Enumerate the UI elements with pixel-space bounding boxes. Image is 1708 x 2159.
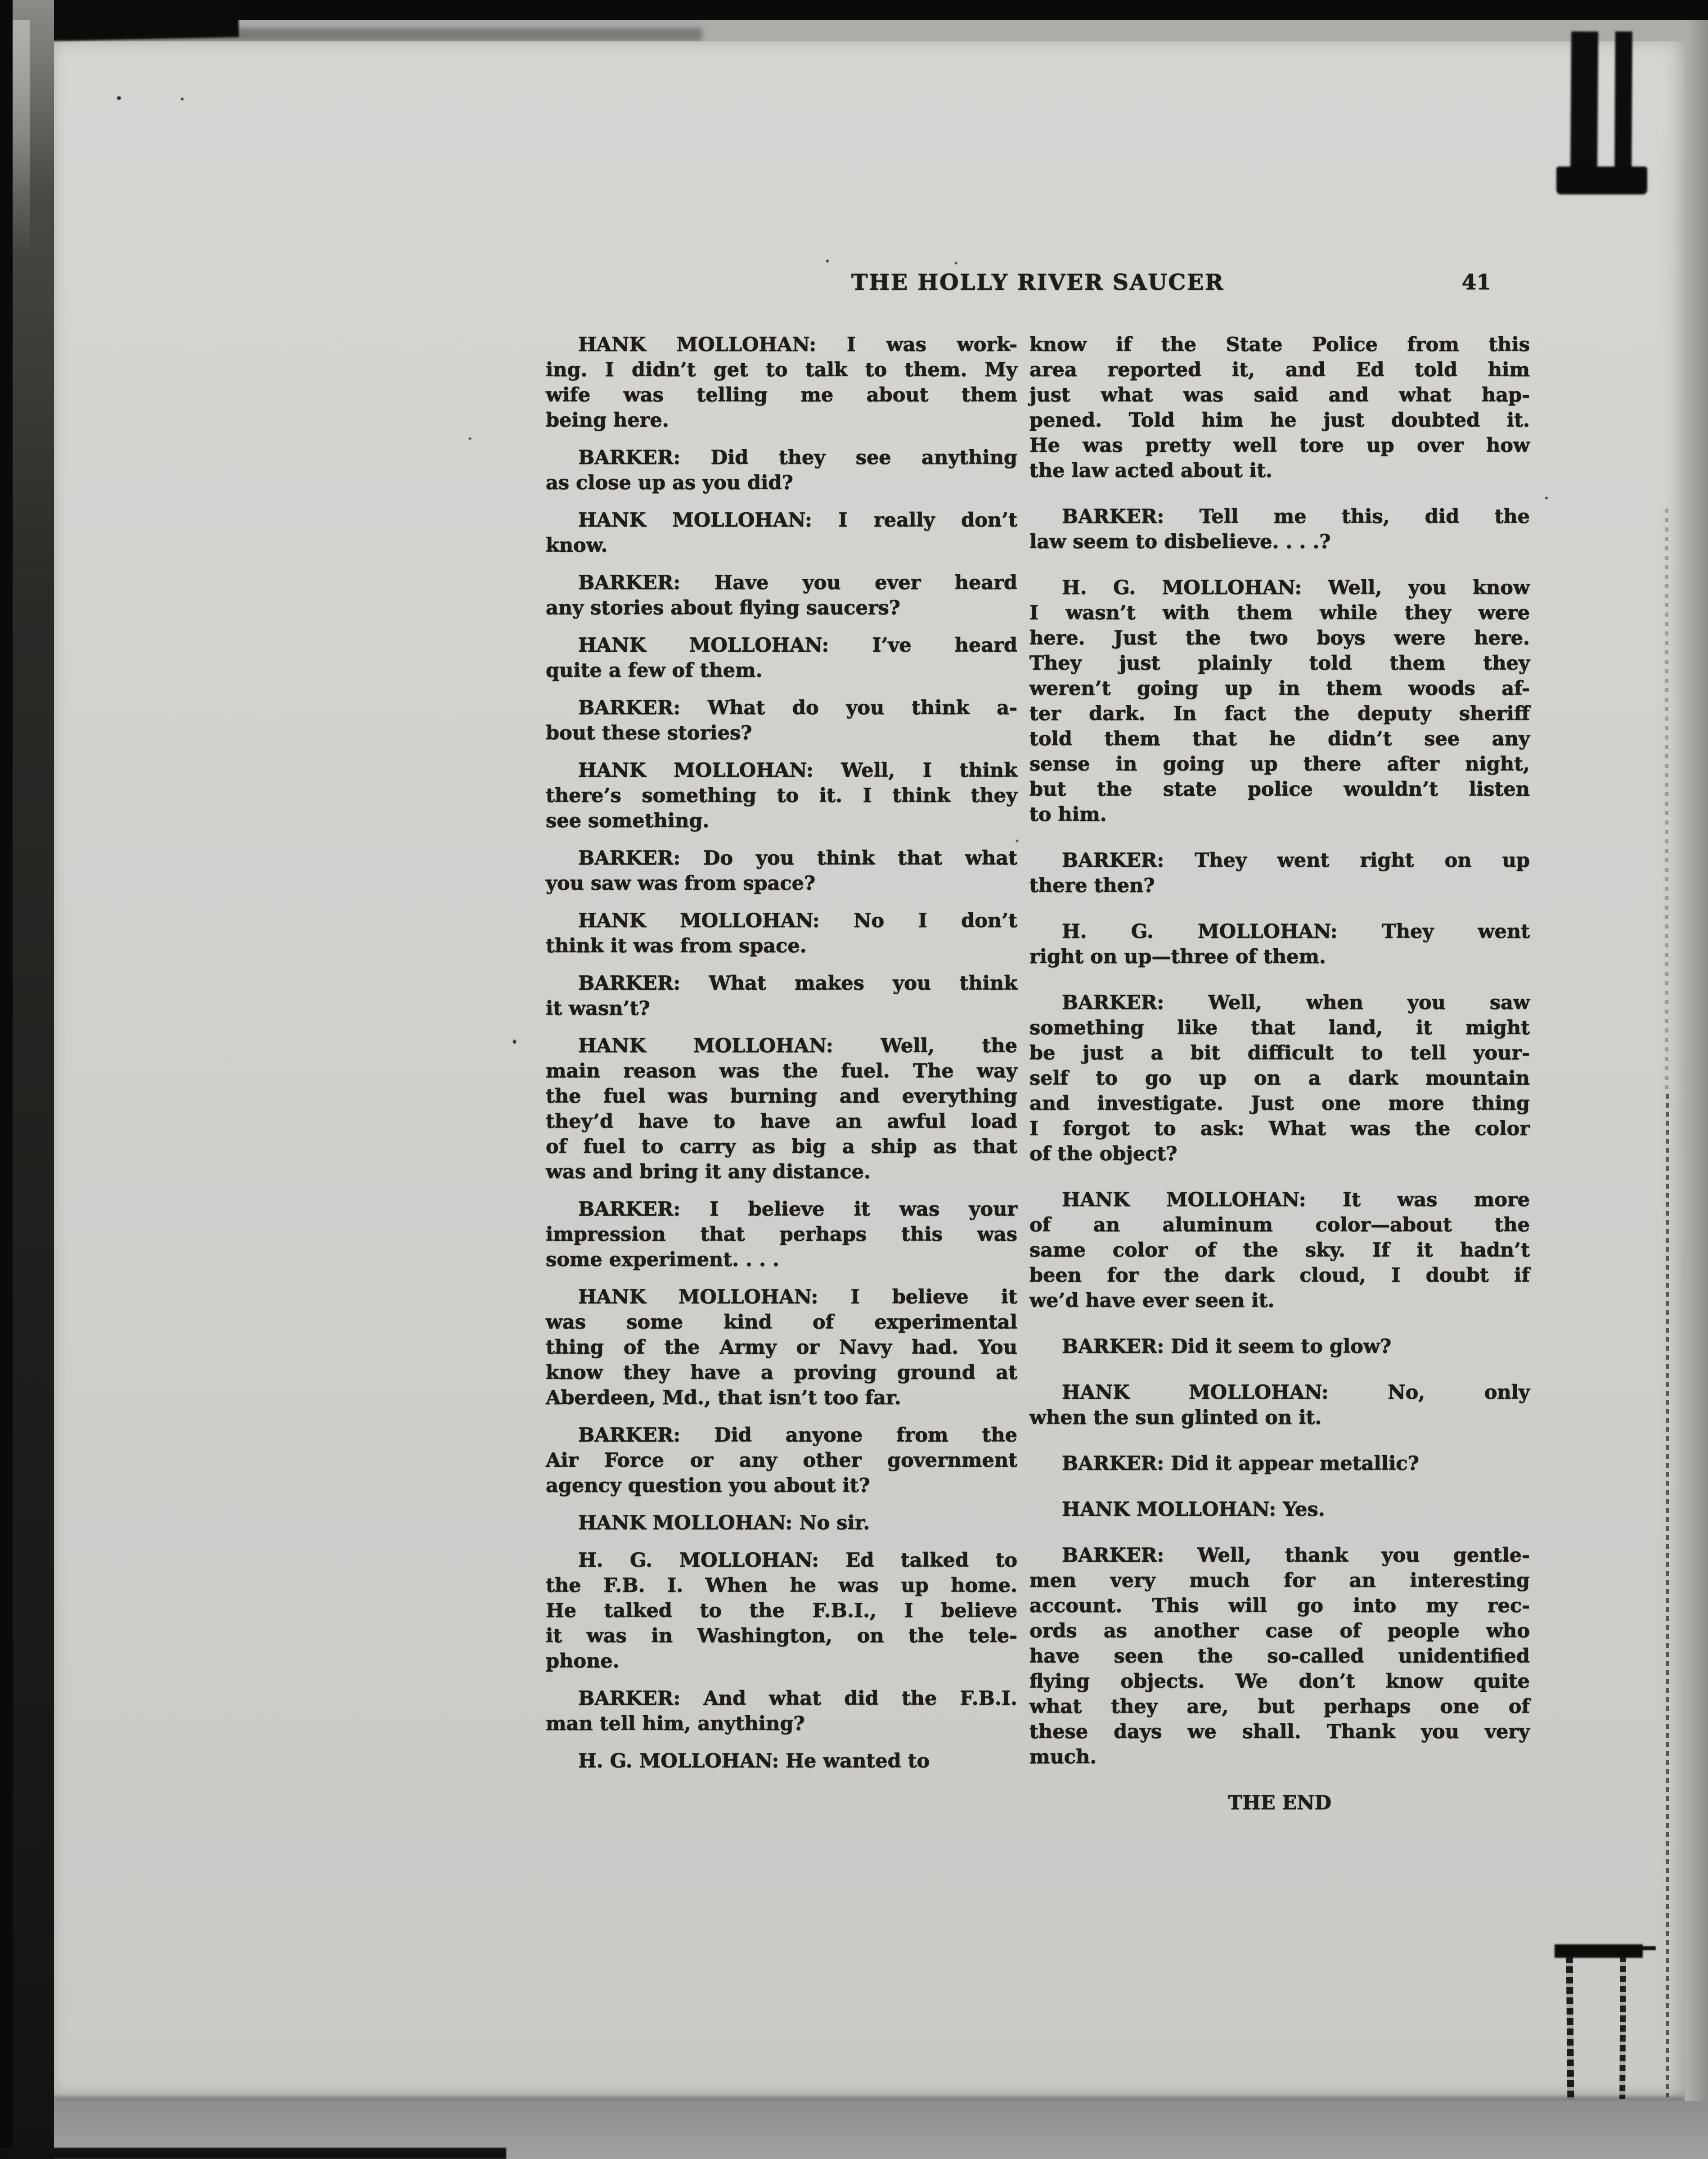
dust-speck bbox=[181, 98, 184, 100]
registration-dotted-line bbox=[1619, 1956, 1626, 2099]
text-line: They just plainly told them they bbox=[1029, 652, 1530, 675]
text-line: HANK MOLLOHAN: I’ve heard bbox=[578, 634, 1017, 657]
film-edge-left-shadow bbox=[13, 0, 54, 2159]
text-line: wife was telling me about them bbox=[546, 384, 1017, 406]
text-line: law seem to disbelieve. . . .? bbox=[1029, 531, 1331, 553]
text-line: HANK MOLLOHAN: It was more bbox=[1062, 1189, 1530, 1211]
registration-bar bbox=[1614, 32, 1632, 182]
page-header bbox=[546, 269, 1530, 301]
text-line: thing of the Army or Navy had. You bbox=[546, 1336, 1017, 1359]
text-line: THE END bbox=[1228, 1792, 1331, 1814]
text-line: it was in Washington, on the tele- bbox=[546, 1625, 1017, 1647]
page-edge-dotted-line bbox=[1665, 509, 1668, 1094]
text-line: BARKER: Did it appear metallic? bbox=[1062, 1452, 1419, 1475]
text-line: BARKER: Did anyone from the bbox=[578, 1424, 1017, 1447]
paragraph bbox=[546, 1749, 1017, 1774]
registration-dotted-line bbox=[1566, 1956, 1574, 2099]
text-line: HANK MOLLOHAN: I was work- bbox=[578, 334, 1017, 356]
film-edge-left-highlight bbox=[13, 20, 30, 254]
paragraph bbox=[1029, 848, 1530, 898]
text-line: self to go up on a dark mountain bbox=[1029, 1067, 1530, 1090]
dust-speck bbox=[1545, 497, 1548, 499]
text-column-left bbox=[546, 332, 1017, 1786]
end-mark bbox=[1029, 1790, 1530, 1816]
paragraph bbox=[1029, 1334, 1530, 1359]
registration-mark-top-right bbox=[1555, 32, 1651, 196]
text-line: men very much for an interesting bbox=[1029, 1569, 1530, 1592]
text-line: weren’t going up in them woods af- bbox=[1029, 677, 1530, 700]
text-column-right bbox=[1029, 332, 1530, 1836]
paragraph bbox=[1029, 1380, 1530, 1430]
text-line: of the object? bbox=[1029, 1143, 1178, 1165]
registration-bar-base bbox=[1556, 167, 1647, 194]
film-edge-left bbox=[0, 0, 13, 2159]
text-line: BARKER: Well, thank you gentle- bbox=[1062, 1544, 1530, 1567]
paragraph bbox=[546, 758, 1017, 834]
paragraph bbox=[1029, 990, 1530, 1167]
film-edge-top bbox=[0, 0, 1708, 20]
text-line: think it was from space. bbox=[546, 935, 807, 957]
text-line: here. Just the two boys were here. bbox=[1029, 627, 1530, 649]
text-line: BARKER: What do you think a- bbox=[578, 697, 1017, 719]
scan-backing-right bbox=[1685, 0, 1708, 2159]
text-line: He was pretty well tore up over how bbox=[1029, 434, 1530, 457]
dust-speck bbox=[826, 260, 829, 262]
text-line: been for the dark cloud, I doubt if bbox=[1029, 1264, 1530, 1287]
text-line: but the state police wouldn’t listen bbox=[1029, 778, 1530, 801]
text-line: know they have a proving ground at bbox=[546, 1361, 1017, 1384]
text-line: as close up as you did? bbox=[546, 472, 793, 494]
text-line: to him. bbox=[1029, 803, 1107, 826]
paragraph bbox=[546, 1033, 1017, 1185]
text-line: sense in going up there after night, bbox=[1029, 753, 1530, 775]
text-line: ords as another case of people who bbox=[1029, 1620, 1530, 1642]
text-line: BARKER: Did it seem to glow? bbox=[1062, 1335, 1392, 1358]
text-line: impression that perhaps this was bbox=[546, 1223, 1017, 1246]
text-line: the law acted about it. bbox=[1029, 460, 1272, 482]
text-line: know. bbox=[546, 534, 608, 557]
registration-mark-bottom-right bbox=[1552, 1944, 1656, 2101]
text-line: and investigate. Just one more thing bbox=[1029, 1092, 1530, 1115]
text-line: the F.B. I. When he was up home. bbox=[546, 1574, 1017, 1597]
dust-speck bbox=[117, 96, 121, 100]
text-line: right on up—three of them. bbox=[1029, 946, 1326, 968]
text-line: BARKER: Tell me this, did the bbox=[1062, 505, 1530, 528]
text-line: I forgot to ask: What was the color bbox=[1029, 1118, 1530, 1140]
paragraph bbox=[546, 445, 1017, 496]
paragraph bbox=[546, 332, 1017, 433]
text-line: any stories about flying saucers? bbox=[546, 597, 900, 619]
text-line: HANK MOLLOHAN: I believe it bbox=[578, 1286, 1017, 1308]
dust-speck bbox=[513, 1040, 516, 1044]
text-line: account. This will go into my rec- bbox=[1029, 1595, 1530, 1617]
text-line: BARKER: Have you ever heard bbox=[578, 572, 1017, 594]
text-line: H. G. MOLLOHAN: They went bbox=[1062, 920, 1530, 943]
text-line: man tell him, anything? bbox=[546, 1713, 805, 1735]
text-line: when the sun glinted on it. bbox=[1029, 1406, 1322, 1429]
paragraph bbox=[546, 633, 1017, 683]
paragraph bbox=[1029, 504, 1530, 554]
text-line: they’d have to have an awful load bbox=[546, 1110, 1017, 1133]
text-line: what they are, but perhaps one of bbox=[1029, 1695, 1530, 1718]
paragraph bbox=[546, 695, 1017, 746]
paragraph bbox=[546, 1197, 1017, 1272]
text-line: H. G. MOLLOHAN: Well, you know bbox=[1062, 577, 1530, 599]
text-line: something like that land, it might bbox=[1029, 1017, 1530, 1039]
dust-speck bbox=[469, 437, 471, 440]
text-line: quite a few of them. bbox=[546, 659, 763, 682]
paragraph bbox=[546, 1686, 1017, 1736]
paragraph bbox=[546, 908, 1017, 959]
text-line: HANK MOLLOHAN: No I don’t bbox=[578, 910, 1017, 932]
text-line: pened. Told him he just doubted it. bbox=[1029, 409, 1530, 432]
text-line: HANK MOLLOHAN: No sir. bbox=[578, 1512, 870, 1534]
paragraph bbox=[546, 1285, 1017, 1411]
page-number: 41 bbox=[1461, 270, 1491, 295]
paragraph bbox=[546, 570, 1017, 621]
text-line: HANK MOLLOHAN: I really don’t bbox=[578, 509, 1017, 532]
text-line: know if the State Police from this bbox=[1029, 334, 1530, 356]
paragraph bbox=[1029, 1497, 1530, 1522]
text-line: Air Force or any other government bbox=[546, 1449, 1017, 1472]
text-line: Aberdeen, Md., that isn’t too far. bbox=[546, 1387, 901, 1409]
text-line: there then? bbox=[1029, 874, 1155, 897]
text-line: same color of the sky. If it hadn’t bbox=[1029, 1239, 1530, 1262]
film-edge-bottom-left bbox=[0, 2148, 506, 2159]
text-line: being here. bbox=[546, 409, 669, 432]
text-line: BARKER: Did they see anything bbox=[578, 446, 1017, 469]
text-line: see something. bbox=[546, 810, 710, 832]
text-line: there’s something to it. I think they bbox=[546, 784, 1017, 807]
text-line: bout these stories? bbox=[546, 722, 752, 744]
text-line: H. G. MOLLOHAN: Ed talked to bbox=[578, 1549, 1017, 1572]
dust-speck bbox=[955, 262, 957, 264]
paragraph bbox=[546, 1548, 1017, 1674]
text-line: BARKER: Do you think that what bbox=[578, 847, 1017, 870]
paragraph bbox=[546, 1423, 1017, 1498]
paragraph bbox=[1029, 575, 1530, 827]
registration-bar-tick bbox=[1641, 1946, 1656, 1950]
text-line: HANK MOLLOHAN: Yes. bbox=[1062, 1498, 1325, 1521]
text-line: told them that he didn’t see any bbox=[1029, 728, 1530, 750]
page-title: THE HOLLY RIVER SAUCER bbox=[851, 269, 1224, 295]
text-line: some experiment. . . . bbox=[546, 1249, 779, 1271]
paragraph bbox=[1029, 1543, 1530, 1770]
text-line: main reason was the fuel. The way bbox=[546, 1060, 1017, 1082]
paragraph bbox=[546, 971, 1017, 1021]
text-line: BARKER: And what did the F.B.I. bbox=[578, 1687, 1017, 1710]
text-line: it wasn’t? bbox=[546, 997, 650, 1020]
text-line: of an aluminum color—about the bbox=[1029, 1214, 1530, 1236]
paragraph bbox=[546, 508, 1017, 558]
paragraph bbox=[546, 846, 1017, 896]
text-line: we’d have ever seen it. bbox=[1029, 1289, 1275, 1312]
text-line: HANK MOLLOHAN: Well, I think bbox=[578, 759, 1017, 782]
page-edge-dotted-line bbox=[1666, 1094, 1669, 2097]
text-line: have seen the so-called unidentified bbox=[1029, 1645, 1530, 1668]
paragraph bbox=[546, 1510, 1017, 1536]
text-line: ter dark. In fact the deputy sheriff bbox=[1029, 703, 1530, 725]
text-line: of fuel to carry as big a ship as that bbox=[546, 1136, 1017, 1158]
paragraph bbox=[1029, 1187, 1530, 1313]
paragraph bbox=[1029, 919, 1530, 969]
text-line: He talked to the F.B.I., I believe bbox=[546, 1600, 1017, 1622]
text-line: ing. I didn’t get to talk to them. My bbox=[546, 359, 1017, 381]
text-line: agency question you about it? bbox=[546, 1474, 870, 1497]
text-line: the fuel was burning and everything bbox=[546, 1085, 1017, 1108]
text-line: BARKER: Well, when you saw bbox=[1062, 992, 1530, 1014]
paragraph bbox=[1029, 332, 1530, 483]
page-text-block bbox=[546, 269, 1530, 1814]
text-line: was and bring it any distance. bbox=[546, 1161, 871, 1183]
text-line: HANK MOLLOHAN: No, only bbox=[1062, 1381, 1530, 1404]
text-line: HANK MOLLOHAN: Well, the bbox=[578, 1035, 1017, 1057]
text-line: I wasn’t with them while they were bbox=[1029, 602, 1530, 624]
text-line: BARKER: What makes you think bbox=[578, 972, 1017, 995]
paragraph bbox=[1029, 1451, 1530, 1476]
text-line: flying objects. We don’t know quite bbox=[1029, 1670, 1530, 1693]
text-line: you saw was from space? bbox=[546, 872, 816, 895]
registration-bar bbox=[1570, 32, 1598, 182]
text-line: was some kind of experimental bbox=[546, 1311, 1017, 1334]
text-line: BARKER: They went right on up bbox=[1062, 849, 1530, 872]
text-line: be just a bit difficult to tell your- bbox=[1029, 1042, 1530, 1064]
text-line: these days we shall. Thank you very bbox=[1029, 1721, 1530, 1743]
text-line: BARKER: I believe it was your bbox=[578, 1198, 1017, 1221]
text-line: phone. bbox=[546, 1650, 620, 1672]
text-line: H. G. MOLLOHAN: He wanted to bbox=[578, 1750, 930, 1772]
text-line: just what was said and what hap- bbox=[1029, 384, 1530, 406]
text-line: area reported it, and Ed told him bbox=[1029, 359, 1530, 381]
text-line: much. bbox=[1029, 1746, 1097, 1768]
